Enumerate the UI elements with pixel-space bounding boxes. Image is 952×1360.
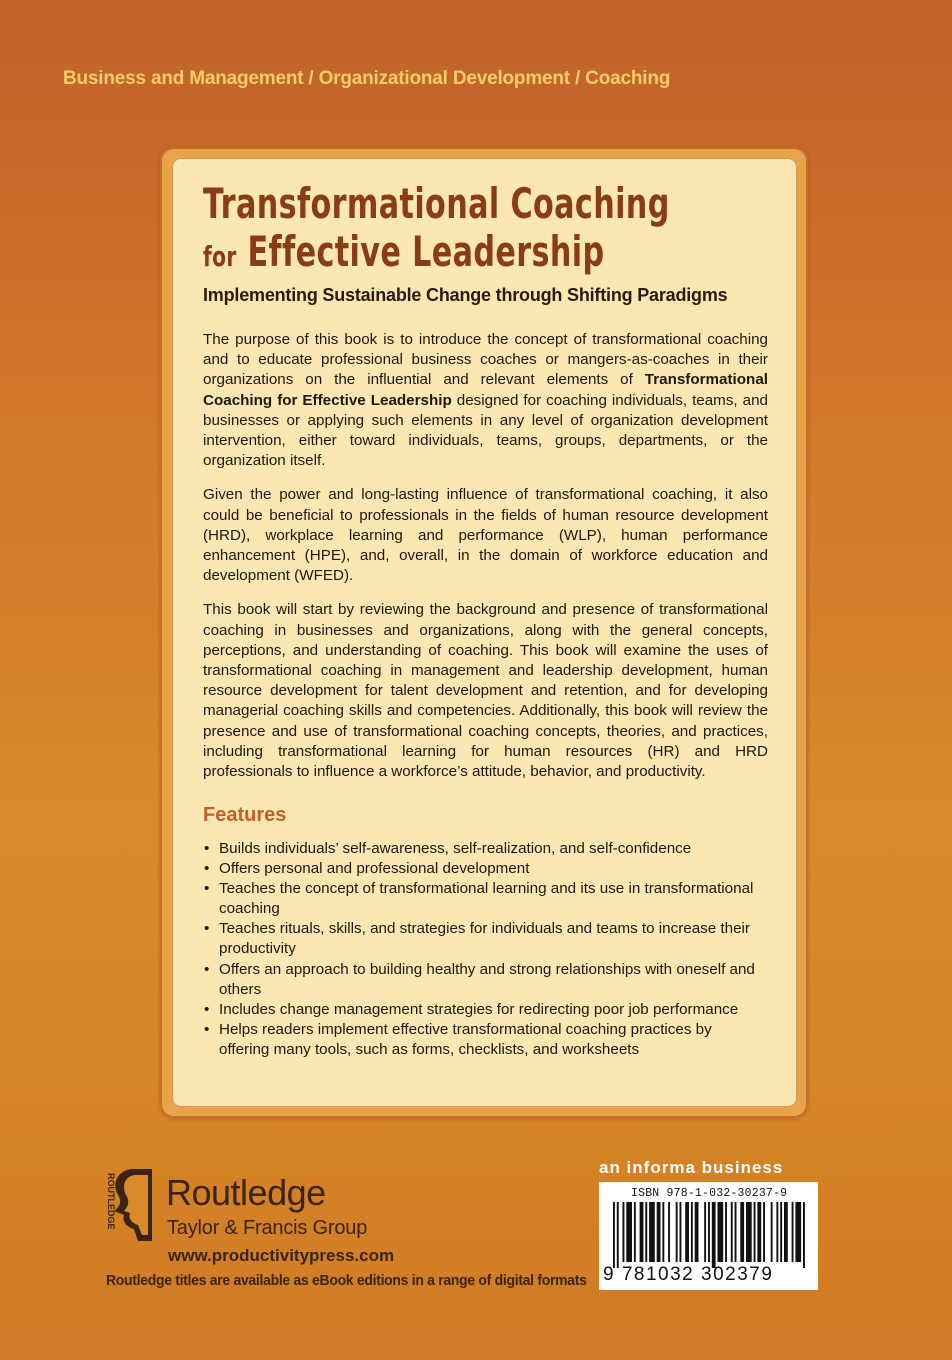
feature-item: • Offers personal and professional development [203, 859, 763, 879]
category-line: Business and Management / Organizational Development / Coaching [63, 68, 671, 89]
barcode-bar [763, 1202, 765, 1262]
barcode-bar [731, 1202, 733, 1262]
description-p1-text-b: designed for coaching individuals, teams, and businesses or applying such elements in any level of organization development intervention, either toward individuals, teams, groups, departments, or the organization itself. [203, 391, 768, 470]
feature-item: • Helps readers implement effective transformational coaching practices by offering many tools, such as forms, checklists, and worksheets [203, 1020, 763, 1060]
book-title-line1: Transformational Coaching [203, 179, 670, 228]
barcode-bar [613, 1202, 615, 1268]
barcode-bar [757, 1202, 761, 1262]
barcode-bar [784, 1202, 788, 1262]
barcode-bar [792, 1202, 794, 1262]
barcode-bar [771, 1202, 773, 1262]
barcode-bar [776, 1202, 778, 1262]
barcode-bar [803, 1202, 805, 1268]
barcode-bar [645, 1202, 647, 1262]
routledge-logo-vertical-text: ROUTLEDGE [106, 1173, 116, 1230]
book-title [203, 180, 670, 281]
feature-item: • Includes change management strategies for redirecting poor job performance [203, 1000, 763, 1020]
barcode-bar [626, 1202, 632, 1262]
isbn-label: ISBN 978-1-032-30237-9 [631, 1187, 788, 1200]
book-title-line2: Effective Leadership [247, 227, 605, 276]
description-p1-text-a: The purpose of this book is to introduce the concept of transformational coaching and to educate professional business coaches or mangers-as-coaches in their organizations on the influential and relevant elements of [203, 331, 768, 389]
features-list [203, 839, 763, 1060]
barcode-bar [704, 1202, 706, 1262]
feature-item: • Builds individuals’ self-awareness, self-realization, and self-confidence [203, 839, 763, 859]
isbn-barcode [599, 1182, 818, 1290]
barcode-bar [662, 1202, 664, 1262]
barcode-bar [649, 1202, 655, 1262]
barcode-bar [795, 1202, 801, 1262]
barcode-bar [735, 1202, 737, 1262]
description-paragraph-3: This book will start by reviewing the background and presence of transformational coaching in businesses and organizations, along with the general concepts, perceptions, and understanding of coaching. This book will examine the uses of transformational coaching in management and leadership development, human resource development for talent development and retention, and for developing managerial coaching skills and competencies. Additionally, this book will review the presence and use of transformational coaching concepts, theories, and practices, including transformational learning for human resources (HR) and HRD professionals to influence a workforce’s attitude, behavior, and productivity. [203, 601, 768, 781]
description-paragraph-2: Given the power and long-lasting influence of transformational coaching, it also could be beneficial to professionals in the fields of human resource development (HRD), workplace learning and performance (WLP), human performance enhancement (HPE), and, overall, in the domain of workforce education and development (WFED). [203, 486, 768, 585]
features-heading: Features [203, 804, 287, 826]
barcode-bar [708, 1202, 710, 1262]
barcode-bar [691, 1202, 693, 1262]
barcode-bar [668, 1202, 670, 1262]
publisher-name: Routledge [166, 1172, 326, 1213]
description-p1-bold: Transformational Coaching for Effective Leadership [203, 371, 768, 409]
barcode-bar [746, 1202, 752, 1262]
barcode-bar [712, 1202, 716, 1268]
barcode-bar [754, 1202, 756, 1262]
barcode-bars [613, 1202, 805, 1268]
publisher-url[interactable]: www.productivitypress.com [168, 1246, 395, 1265]
book-description [203, 330, 768, 782]
book-title-for: for [203, 240, 237, 273]
feature-item: • Offers an approach to building healthy and strong relationships with oneself and others [203, 960, 763, 1000]
routledge-logo-icon [104, 1167, 154, 1243]
description-paragraph-1 [203, 330, 768, 471]
publisher-group: Taylor & Francis Group [167, 1217, 368, 1239]
barcode-bar [740, 1202, 744, 1262]
barcode-bar [680, 1202, 682, 1262]
book-subtitle: Implementing Sustainable Change through Shifting Paradigms [203, 285, 728, 305]
barcode-bar [657, 1202, 661, 1262]
barcode-bar [617, 1202, 619, 1268]
barcode-digits: 9 781032 302379 [603, 1264, 774, 1285]
barcode-bar [685, 1202, 689, 1262]
barcode-bar [718, 1202, 724, 1262]
informa-tagline: an informa business [599, 1158, 784, 1177]
ebook-note: Routledge titles are available as eBook editions in a range of digital formats [106, 1272, 587, 1289]
feature-item: • Teaches the concept of transformational learning and its use in transformational coaching [203, 879, 763, 919]
barcode-bar [623, 1202, 625, 1262]
barcode-bar [634, 1202, 636, 1262]
barcode-bar [695, 1202, 699, 1262]
feature-item: • Teaches rituals, skills, and strategies for individuals and teams to increase their productivity [203, 919, 763, 959]
barcode-bar [780, 1202, 782, 1262]
barcode-bar [725, 1202, 727, 1262]
barcode-bar [676, 1202, 678, 1262]
barcode-bar [640, 1202, 644, 1262]
book-title-line2-wrap [203, 228, 670, 281]
